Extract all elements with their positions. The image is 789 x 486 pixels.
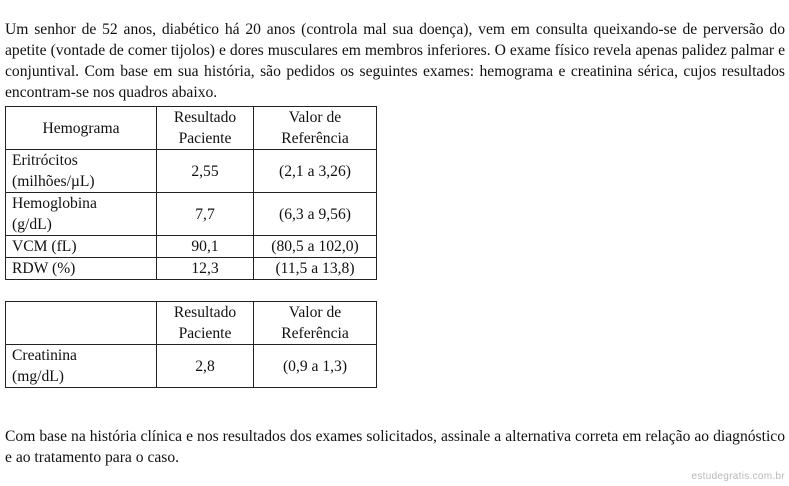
row-label-text: (milhões/µL) bbox=[12, 173, 95, 190]
hemogram-title-header: Hemograma bbox=[6, 107, 157, 150]
header-text: Resultado bbox=[173, 304, 237, 321]
result-column-header bbox=[157, 107, 254, 150]
header-text: Referência bbox=[281, 130, 349, 147]
hemogram-table bbox=[5, 106, 377, 280]
result-cell: 90,1 bbox=[157, 236, 254, 258]
result-column-header bbox=[157, 302, 254, 345]
row-label bbox=[6, 150, 157, 193]
result-cell: 2,8 bbox=[157, 345, 254, 388]
table-row bbox=[6, 258, 377, 280]
header-text: Resultado bbox=[173, 109, 237, 126]
table-row bbox=[6, 236, 377, 258]
creatinine-table bbox=[5, 301, 377, 388]
row-label: VCM (fL) bbox=[6, 236, 157, 258]
header-text: Paciente bbox=[178, 325, 232, 342]
table-row bbox=[6, 345, 377, 388]
reference-cell: (2,1 a 3,26) bbox=[254, 150, 377, 193]
question-intro-text: Um senhor de 52 anos, diabético há 20 anos (controla mal sua doença), vem em consulta queixando-se de perversão do apetite (vontade de comer tijolos) e dores musculares em membros inferiores. O exame físico revela apenas palidez palmar e conjuntival. Com base em sua história, são pedidos os seguintes exames: hemograma e creatinina sérica, cujos resultados encontram-se nos quadros abaixo. bbox=[5, 20, 785, 101]
row-label bbox=[6, 193, 157, 236]
row-label-text: Eritrócitos bbox=[12, 152, 78, 169]
row-label bbox=[6, 345, 157, 388]
reference-cell: (80,5 a 102,0) bbox=[254, 236, 377, 258]
table-row bbox=[6, 150, 377, 193]
site-watermark: estudegratis.com.br bbox=[691, 471, 785, 482]
header-text: Referência bbox=[281, 325, 349, 342]
result-cell: 7,7 bbox=[157, 193, 254, 236]
table-header-row bbox=[6, 302, 377, 345]
header-text: Valor de bbox=[288, 304, 342, 321]
header-text: Valor de bbox=[288, 109, 342, 126]
reference-cell: (11,5 a 13,8) bbox=[254, 258, 377, 280]
question-prompt-text: Com base na história clínica e nos resultados dos exames solicitados, assinale a alternativa correta em relação ao diagnóstico e ao tratamento para o caso. bbox=[5, 427, 785, 466]
row-label-text: (g/dL) bbox=[12, 216, 52, 233]
result-cell: 2,55 bbox=[157, 150, 254, 193]
result-cell: 12,3 bbox=[157, 258, 254, 280]
empty-header-cell bbox=[6, 302, 157, 345]
row-label-text: (mg/dL) bbox=[12, 368, 64, 385]
reference-cell: (6,3 a 9,56) bbox=[254, 193, 377, 236]
table-header-row bbox=[6, 107, 377, 150]
reference-cell: (0,9 a 1,3) bbox=[254, 345, 377, 388]
reference-column-header bbox=[254, 302, 377, 345]
header-text: Paciente bbox=[178, 130, 232, 147]
row-label-text: Hemoglobina bbox=[12, 195, 97, 212]
reference-column-header bbox=[254, 107, 377, 150]
row-label-text: Creatinina bbox=[12, 347, 77, 364]
row-label: RDW (%) bbox=[6, 258, 157, 280]
table-row bbox=[6, 193, 377, 236]
